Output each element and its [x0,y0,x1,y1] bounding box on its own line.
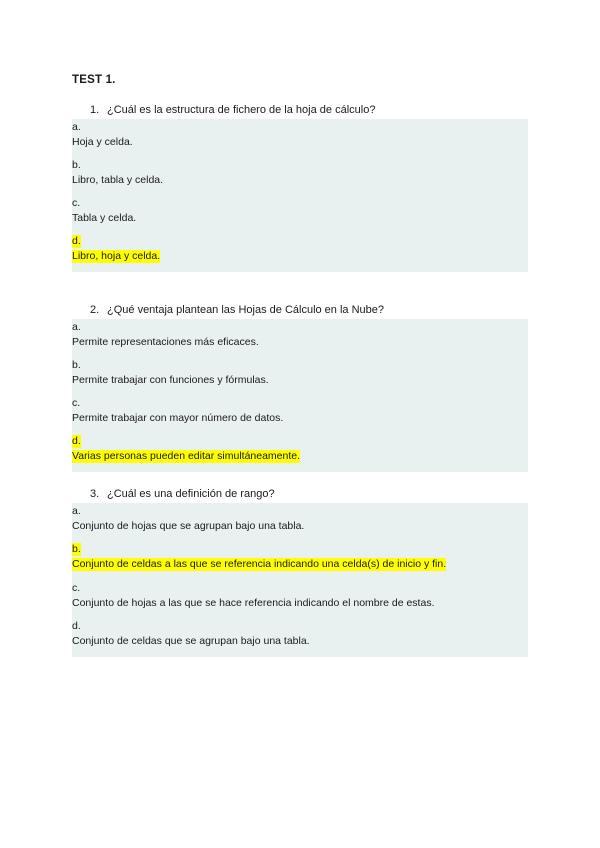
option-text[interactable]: Conjunto de hojas a las que se hace referencia indicando el nombre de estas. [72,597,435,609]
option-text-selected[interactable]: Libro, hoja y celda. [72,250,161,262]
question-text: ¿Cuál es la estructura de fichero de la hoja de cálculo? [107,104,376,116]
option-letter[interactable]: c. [72,397,81,409]
question-1-heading [90,104,375,116]
question-number: 1. [90,104,100,116]
option-text[interactable]: Permite representaciones más eficaces. [72,336,259,348]
option-text[interactable]: Tabla y celda. [72,212,137,224]
page-title: TEST 1. [72,74,116,86]
option-text[interactable]: Permite trabajar con funciones y fórmulas. [72,374,269,386]
question-number: 3. [90,488,100,500]
option-letter[interactable]: a. [72,505,81,517]
option-text[interactable]: Conjunto de celdas que se agrupan bajo una tabla. [72,635,310,647]
question-2-heading [90,304,384,316]
option-letter[interactable]: b. [72,159,81,171]
option-letter[interactable]: d. [72,620,81,632]
question-1-options [72,119,528,272]
option-text-selected[interactable]: Varias personas pueden editar simultáneamente. [72,450,301,462]
question-2-options [72,319,528,472]
option-letter-selected[interactable]: d. [72,235,81,247]
option-text-selected[interactable]: Conjunto de celdas a las que se referencia indicando una celda(s) de inicio y fin. [72,558,447,570]
question-3-heading [90,488,275,500]
option-text[interactable]: Permite trabajar con mayor número de datos. [72,412,284,424]
option-text[interactable]: Hoja y celda. [72,136,133,148]
option-letter[interactable]: b. [72,359,81,371]
option-text[interactable]: Libro, tabla y celda. [72,174,164,186]
option-letter[interactable]: c. [72,197,81,209]
option-letter-selected[interactable]: d. [72,435,81,447]
question-3-options [72,503,528,657]
question-text: ¿Cuál es una definición de rango? [107,488,275,500]
option-letter-selected[interactable]: b. [72,543,81,555]
option-text[interactable]: Conjunto de hojas que se agrupan bajo una tabla. [72,520,305,532]
question-number: 2. [90,304,100,316]
option-letter[interactable]: a. [72,121,81,133]
option-letter[interactable]: c. [72,582,81,594]
option-letter[interactable]: a. [72,321,81,333]
question-text: ¿Qué ventaja plantean las Hojas de Cálculo en la Nube? [107,304,385,316]
